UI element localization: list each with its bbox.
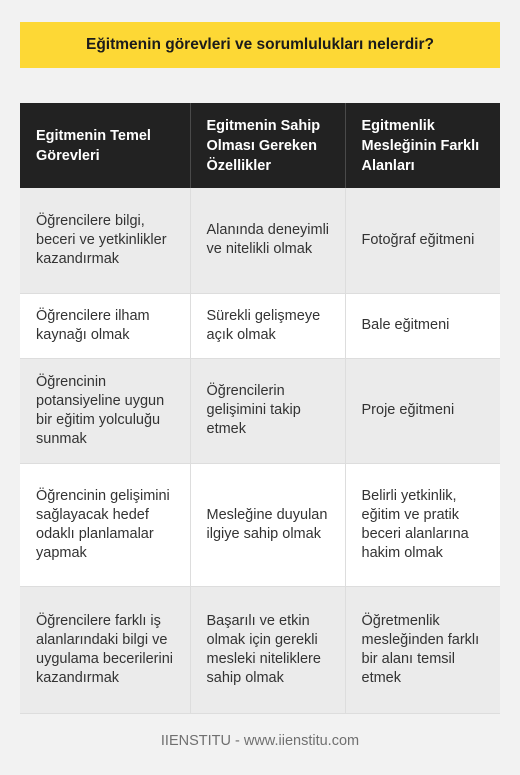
info-table <box>20 103 500 714</box>
table-cell: Öğrencinin potansiyeline uygun bir eğitim yolculuğu sunmak <box>20 358 190 463</box>
table-cell: Öğretmenlik mesleğinden farklı bir alanı temsil etmek <box>345 586 500 713</box>
table-cell: Öğrencilere farklı iş alanlarındaki bilgi ve uygulama becerilerini kazandırmak <box>20 586 190 713</box>
column-header-qualities: Egitmenin Sahip Olması Gereken Özellikler <box>190 103 345 188</box>
table-header-row <box>20 103 500 188</box>
table-row <box>20 188 500 293</box>
table-cell: Öğrencilere ilham kaynağı olmak <box>20 293 190 358</box>
table-cell: Öğrencinin gelişimini sağlayacak hedef odaklı planlamalar yapmak <box>20 463 190 586</box>
column-header-duties: Egitmenin Temel Görevleri <box>20 103 190 188</box>
table-cell: Öğrencilerin gelişimini takip etmek <box>190 358 345 463</box>
table-cell: Başarılı ve etkin olmak için gerekli mesleki niteliklere sahip olmak <box>190 586 345 713</box>
table-cell: Fotoğraf eğitmeni <box>345 188 500 293</box>
table-row <box>20 463 500 586</box>
table-cell: Sürekli gelişmeye açık olmak <box>190 293 345 358</box>
table-cell: Proje eğitmeni <box>345 358 500 463</box>
table-cell: Mesleğine duyulan ilgiye sahip olmak <box>190 463 345 586</box>
column-header-fields: Egitmenlik Mesleğinin Farklı Alanları <box>345 103 500 188</box>
table-cell: Bale eğitmeni <box>345 293 500 358</box>
footer-credit: IIENSTITU - www.iienstitu.com <box>160 733 360 749</box>
page-title: Eğitmenin görevleri ve sorumlulukları nelerdir? <box>20 22 500 68</box>
table-cell: Öğrencilere bilgi, beceri ve yetkinlikler kazandırmak <box>20 188 190 293</box>
table-row <box>20 358 500 463</box>
table-cell: Alanında deneyimli ve nitelikli olmak <box>190 188 345 293</box>
table-row <box>20 293 500 358</box>
table-cell: Belirli yetkinlik, eğitim ve pratik beceri alanlarına hakim olmak <box>345 463 500 586</box>
table-row <box>20 586 500 713</box>
